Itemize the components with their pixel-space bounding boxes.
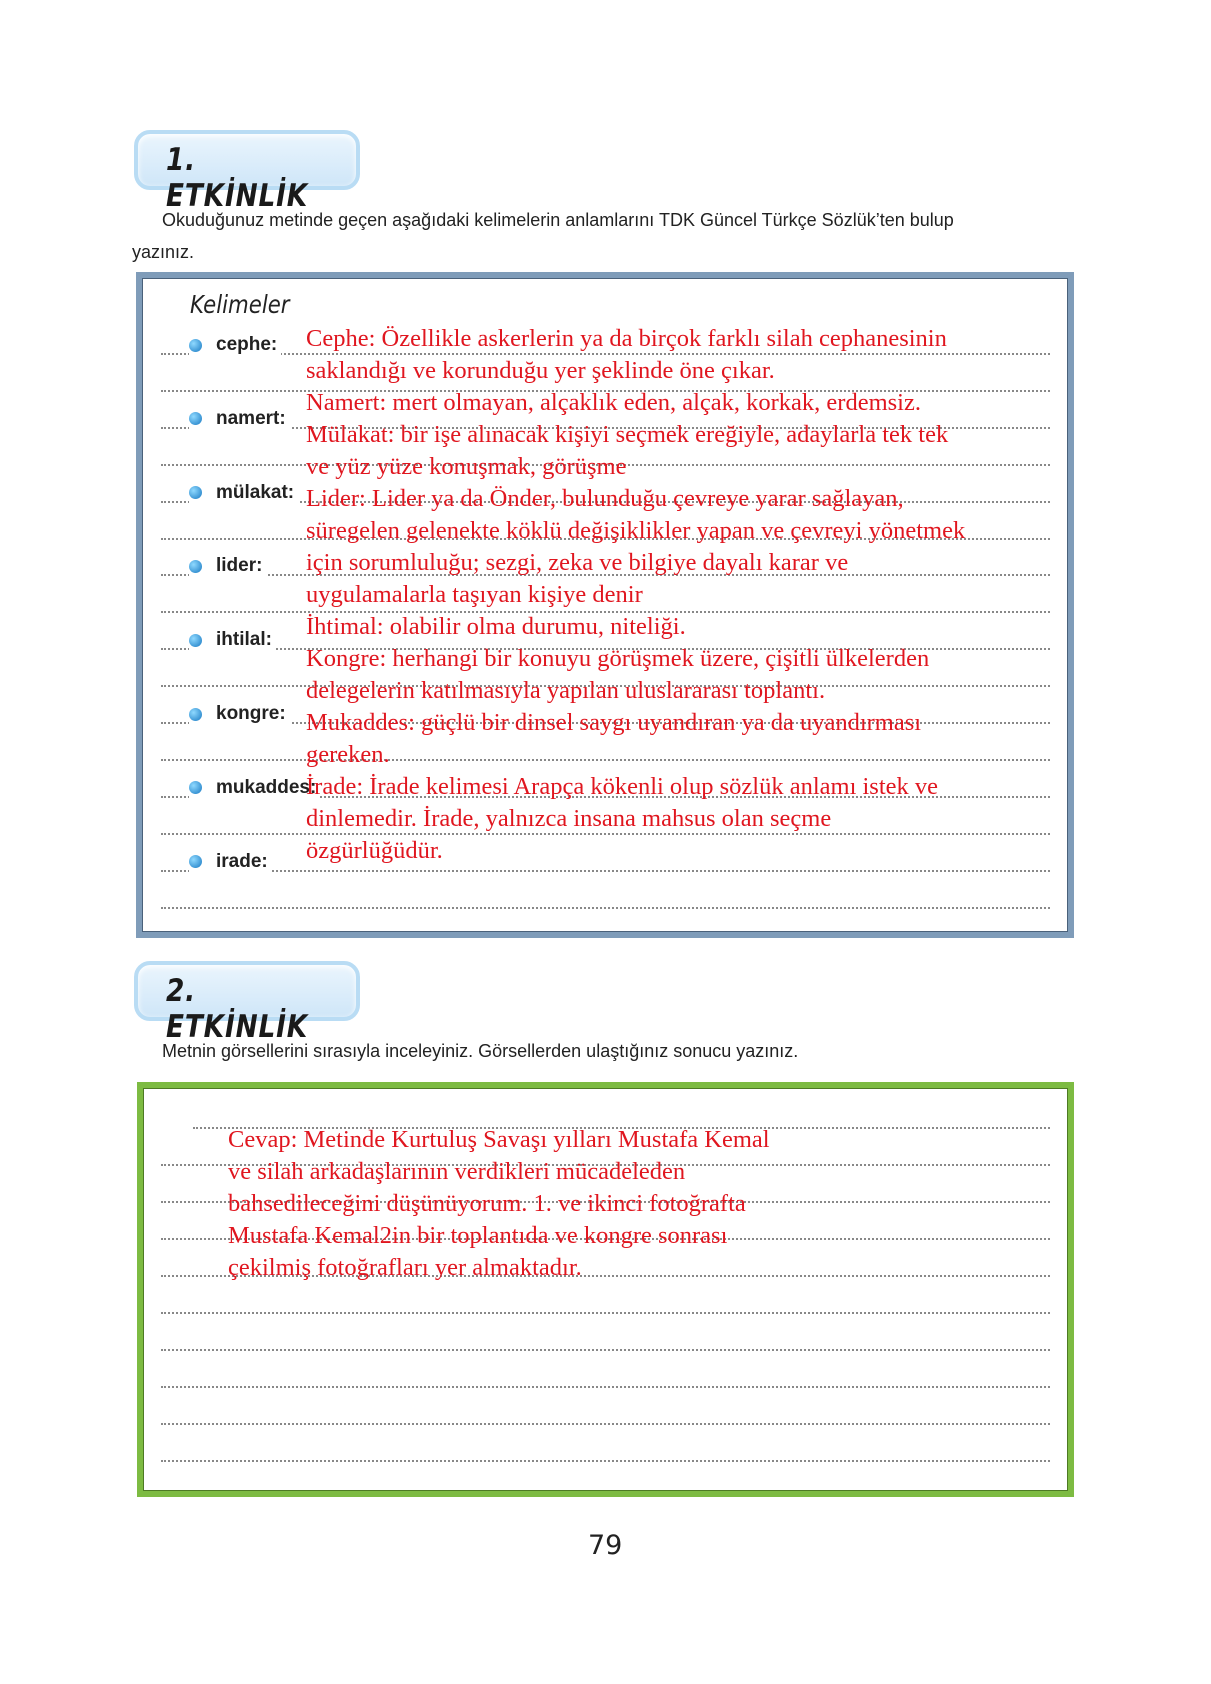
bullet-icon: [189, 781, 202, 794]
bullet-icon: [189, 412, 202, 425]
answer-line: özgürlüğüdür.: [306, 837, 443, 864]
bullet-icon: [189, 634, 202, 647]
activity-2-answers[interactable]: [228, 1124, 770, 1284]
answer-line: çekilmiş fotoğrafları yer almaktadır.: [228, 1254, 582, 1281]
dotted-line: [161, 1349, 1050, 1351]
answer-line: ve yüz yüze konuşmak, görüşme: [306, 453, 627, 480]
word-label: irade:: [216, 850, 268, 872]
dotted-line: [161, 1312, 1050, 1314]
dotted-line: [161, 1460, 1050, 1462]
word-label: namert:: [216, 407, 286, 429]
word-item: [189, 554, 266, 578]
word-label: cephe:: [216, 334, 278, 355]
activity-1-badge: [134, 130, 360, 214]
word-item: [189, 702, 290, 726]
word-item: [189, 481, 298, 505]
answer-line: Mülakat: bir işe alınacak kişiyi seçmek ereğiyle, adaylarla tek tek: [306, 421, 949, 448]
word-label: lider:: [216, 555, 263, 577]
answer-line: dinlemedir. İrade, yalnızca insana mahsus olan seçme: [306, 805, 832, 832]
word-item: [189, 333, 281, 357]
words-heading: Kelimeler: [190, 290, 290, 319]
dotted-line: [161, 870, 1050, 872]
answer-line: Lider: Lider ya da Önder, bulunduğu çevreye yarar sağlayan,: [306, 485, 904, 512]
activity-1-instruction: Okuduğunuz metinde geçen aşağıdaki kelimelerin anlamlarını TDK Güncel Türkçe Sözlük’ten bulup: [162, 210, 954, 230]
answer-line: gereken.: [306, 741, 390, 768]
answer-line: için sorumluluğu; sezgi, zeka ve bilgiye dayalı karar ve: [306, 549, 849, 576]
activity-2-title: 2. ETKİNLİK: [166, 973, 309, 1045]
answer-line: Cevap: Metinde Kurtuluş Savaşı yılları Mustafa Kemal: [228, 1126, 770, 1153]
word-item: [189, 850, 272, 874]
answer-line: delegelerin katılmasıyla yapılan uluslararası toplantı.: [306, 677, 826, 704]
answer-line: Namert: mert olmayan, alçaklık eden, alçak, korkak, erdemsiz.: [306, 389, 921, 416]
answer-line: saklandığı ve korunduğu yer şeklinde öne çıkar.: [306, 357, 775, 384]
dotted-line: [161, 907, 1050, 909]
answer-line: Mukaddes: güçlü bir dinsel saygı uyandıran ya da uyandırması: [306, 709, 922, 736]
answer-line: İrade: İrade kelimesi Arapça kökenli olup sözlük anlamı istek ve: [306, 773, 939, 800]
page-number: 79: [588, 1530, 623, 1561]
activity-1-title: 1. ETKİNLİK: [166, 142, 309, 214]
answer-line: uygulamalarla taşıyan kişiye denir: [306, 581, 643, 608]
bullet-icon: [189, 708, 202, 721]
word-label: kongre:: [216, 703, 286, 724]
answer-line: Kongre: herhangi bir konuyu görüşmek üzere, çişitli ülkelerden: [306, 645, 930, 672]
activity-1-instruction-cont: yazınız.: [132, 242, 195, 262]
bullet-icon: [189, 339, 202, 352]
bullet-icon: [189, 560, 202, 573]
activity-2-badge: [134, 961, 360, 1045]
answer-line: bahsedileceğini düşünüyorum. 1. ve ikinci fotoğrafta: [228, 1190, 746, 1217]
word-item: [189, 776, 320, 800]
activity-1-answers[interactable]: [306, 323, 965, 867]
word-label: mülakat:: [216, 481, 295, 503]
word-item: [189, 407, 290, 431]
bullet-icon: [189, 486, 202, 499]
answer-line: ve silah arkadaşlarının verdikleri mücadeleden: [228, 1158, 686, 1185]
answer-line: Mustafa Kemal2in bir toplantıda ve kongre sonrası: [228, 1222, 728, 1249]
word-item: [189, 628, 276, 652]
activity-2-instruction: Metnin görsellerini sırasıyla inceleyiniz. Görsellerden ulaştığınız sonucu yazınız.: [162, 1041, 799, 1061]
answer-line: İhtimal: olabilir olma durumu, niteliği.: [306, 613, 686, 640]
answer-line: süregelen gelenekte köklü değişiklikler yapan ve çevreyi yönetmek: [306, 517, 966, 544]
word-label: ihtilal:: [216, 629, 272, 651]
dotted-line: [161, 1423, 1050, 1425]
answer-line: Cephe: Özellikle askerlerin ya da birçok farklı silah cephanesinin: [306, 325, 947, 352]
dotted-line: [161, 1386, 1050, 1388]
word-label: mukaddes:: [216, 776, 317, 798]
bullet-icon: [189, 855, 202, 868]
